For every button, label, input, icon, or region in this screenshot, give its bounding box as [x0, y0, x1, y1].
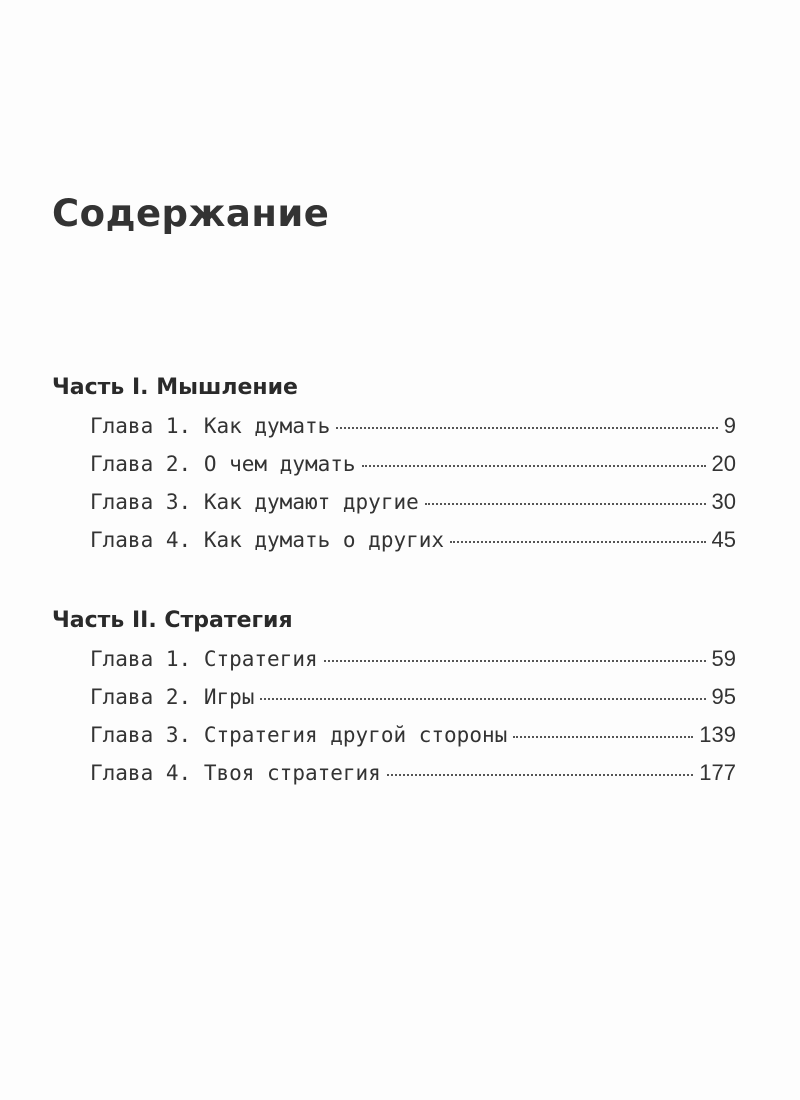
chapter-number: Глава 4. [90, 761, 192, 785]
toc-entry[interactable] [90, 413, 736, 451]
chapter-list [52, 646, 736, 798]
part-section-1 [52, 372, 736, 565]
dot-leader [336, 427, 718, 429]
toc-entry[interactable] [90, 646, 736, 684]
chapter-title: Как думать о других [203, 528, 445, 552]
toc-entry[interactable] [90, 451, 736, 489]
chapter-number: Глава 1. [90, 647, 192, 671]
chapter-title: Как думать [203, 414, 331, 438]
toc-entry[interactable] [90, 489, 736, 527]
toc-entry[interactable] [90, 760, 736, 798]
chapter-title: Стратегия другой стороны [203, 723, 508, 747]
chapter-title: Твоя стратегия [203, 761, 381, 785]
page-number: 59 [711, 646, 736, 671]
chapter-number: Глава 2. [90, 452, 192, 476]
page-number: 177 [699, 760, 736, 785]
part-heading: Часть II. Стратегия [52, 608, 293, 633]
page-number: 9 [723, 413, 736, 438]
dot-leader [362, 465, 706, 467]
toc-entry[interactable] [90, 527, 736, 565]
chapter-number: Глава 4. [90, 528, 192, 552]
dot-leader [513, 736, 693, 738]
page-number: 45 [711, 527, 736, 552]
chapter-number: Глава 1. [90, 414, 192, 438]
chapter-number: Глава 3. [90, 723, 192, 747]
chapter-title: О чем думать [203, 452, 356, 476]
page-number: 95 [711, 684, 736, 709]
dot-leader [450, 541, 705, 543]
dot-leader [260, 698, 705, 700]
page-number: 139 [699, 722, 736, 747]
dot-leader [387, 774, 693, 776]
toc-entry[interactable] [90, 684, 736, 722]
chapter-title: Игры [203, 685, 255, 709]
chapter-title: Как думают другие [203, 490, 419, 514]
chapter-title: Стратегия [203, 647, 318, 671]
dot-leader [324, 660, 706, 662]
dot-leader [425, 503, 706, 505]
chapter-number: Глава 3. [90, 490, 192, 514]
chapter-list [52, 413, 736, 565]
toc-entry[interactable] [90, 722, 736, 760]
chapter-number: Глава 2. [90, 685, 192, 709]
page-number: 20 [711, 451, 736, 476]
part-heading: Часть I. Мышление [52, 375, 298, 400]
page-title: Содержание [52, 192, 330, 235]
part-section-2 [52, 605, 736, 798]
page-number: 30 [711, 489, 736, 514]
